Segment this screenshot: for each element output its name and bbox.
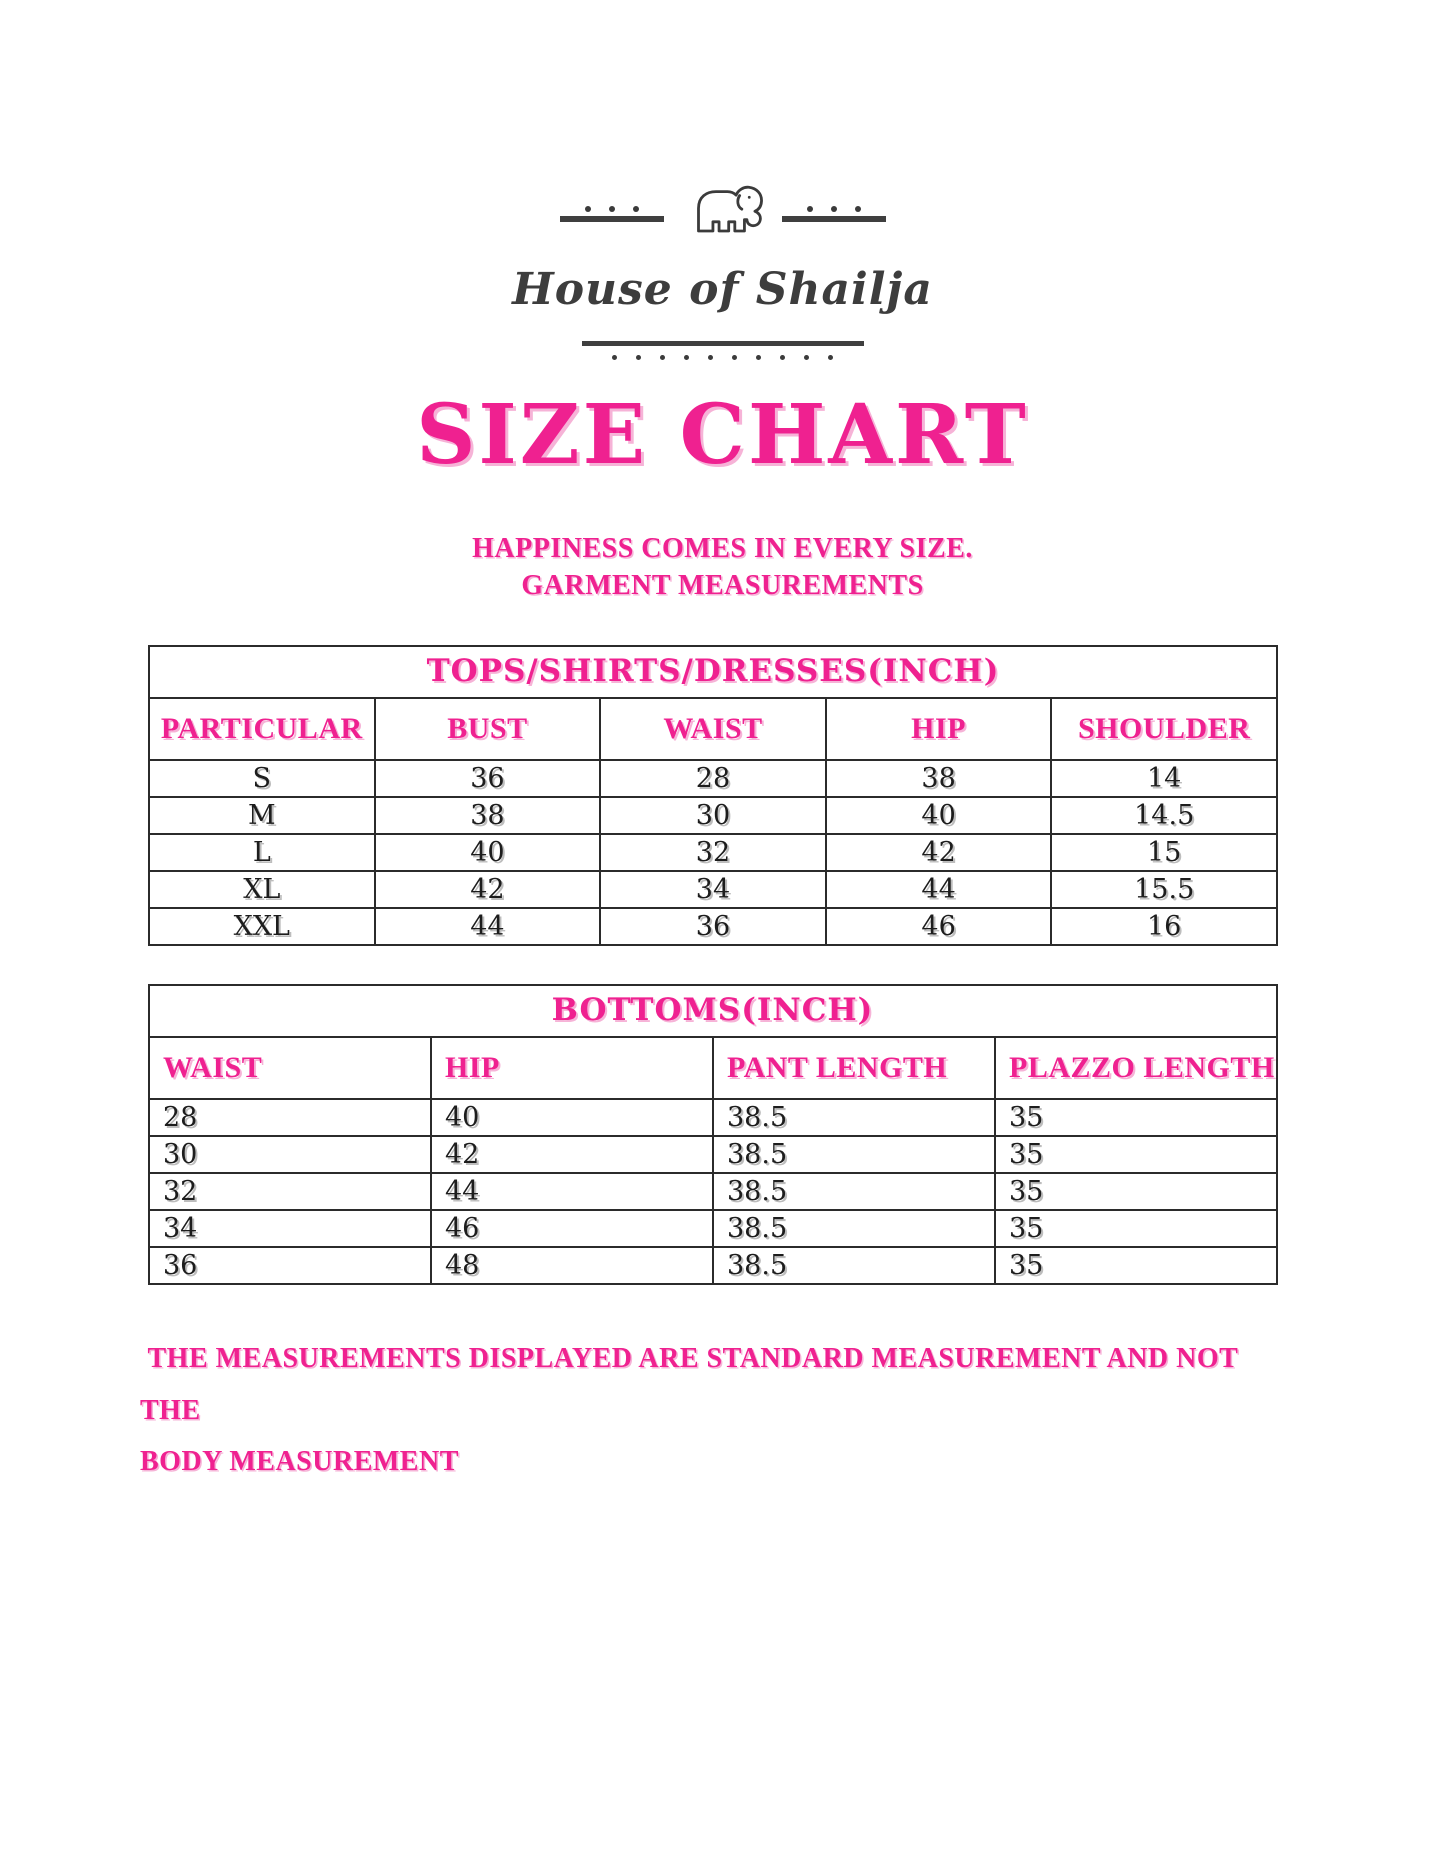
column-header-bust: BUST	[375, 698, 601, 760]
table-cell: 38.5	[713, 1210, 995, 1247]
disclaimer-line-1: THE MEASUREMENTS DISPLAYED ARE STANDARD MEASUREMENT AND NOT THE	[140, 1342, 1245, 1426]
right-dots-bar-decoration	[782, 206, 886, 238]
divider-bar	[582, 341, 864, 346]
table-cell: 38	[826, 760, 1052, 797]
table-cell: 38.5	[713, 1099, 995, 1136]
table-cell: 28	[149, 1099, 431, 1136]
table-cell: 16	[1051, 908, 1277, 945]
table-cell: S	[149, 760, 375, 797]
page-subtitles	[0, 531, 1445, 605]
table-cell: 34	[149, 1210, 431, 1247]
table-cell: 38	[375, 797, 601, 834]
column-header-plazzo-length: PLAZZO LENGTH	[995, 1037, 1277, 1099]
measurement-disclaimer	[140, 1333, 1305, 1488]
table-cell: 32	[149, 1173, 431, 1210]
table-cell: 38.5	[713, 1247, 995, 1284]
table-title: TOPS/SHIRTS/DRESSES(INCH)	[149, 646, 1277, 698]
table-cell: 48	[431, 1247, 713, 1284]
table-row	[149, 1136, 1277, 1173]
table-cell: 42	[431, 1136, 713, 1173]
dots-decoration	[0, 355, 1445, 360]
table-cell: 35	[995, 1247, 1277, 1284]
column-header-particular: PARTICULAR	[149, 698, 375, 760]
table-cell: 35	[995, 1173, 1277, 1210]
table-cell: XL	[149, 871, 375, 908]
table-cell: 40	[375, 834, 601, 871]
table-cell: 46	[826, 908, 1052, 945]
table-cell: 14.5	[1051, 797, 1277, 834]
table-cell: M	[149, 797, 375, 834]
table-cell: 28	[600, 760, 826, 797]
table-cell: XXL	[149, 908, 375, 945]
table-row	[149, 1099, 1277, 1136]
column-header-waist: WAIST	[149, 1037, 431, 1099]
dots-decoration	[807, 206, 861, 212]
bottoms-size-table	[148, 984, 1278, 1285]
brand-logo	[0, 0, 1445, 360]
table-row	[149, 834, 1277, 871]
divider-bar	[560, 216, 664, 222]
table-cell: 36	[375, 760, 601, 797]
table-cell: 44	[431, 1173, 713, 1210]
table-row	[149, 1173, 1277, 1210]
table-title: BOTTOMS(INCH)	[149, 985, 1277, 1037]
disclaimer-line-2: BODY MEASUREMENT	[140, 1446, 459, 1478]
table-row	[149, 760, 1277, 797]
table-cell: 46	[431, 1210, 713, 1247]
table-title-row	[149, 985, 1277, 1037]
table-cell: 36	[149, 1247, 431, 1284]
table-cell: 15	[1051, 834, 1277, 871]
table-cell: 34	[600, 871, 826, 908]
table-cell: 30	[149, 1136, 431, 1173]
logo-decoration-row	[0, 168, 1445, 238]
table-cell: 35	[995, 1210, 1277, 1247]
table-cell: 40	[431, 1099, 713, 1136]
left-dots-bar-decoration	[560, 206, 664, 238]
table-cell: 30	[600, 797, 826, 834]
column-header-shoulder: SHOULDER	[1051, 698, 1277, 760]
table-cell: L	[149, 834, 375, 871]
table-row	[149, 1210, 1277, 1247]
table-cell: 35	[995, 1099, 1277, 1136]
tops-size-table	[148, 645, 1278, 946]
table-cell: 15.5	[1051, 871, 1277, 908]
table-cell: 32	[600, 834, 826, 871]
table-cell: 38.5	[713, 1173, 995, 1210]
table-cell: 14	[1051, 760, 1277, 797]
brand-name: House of Shailja	[512, 264, 933, 315]
table-title-row	[149, 646, 1277, 698]
column-header-pant-length: PANT LENGTH	[713, 1037, 995, 1099]
subtitle-happiness: HAPPINESS COMES IN EVERY SIZE.	[472, 532, 973, 564]
divider-bar	[782, 216, 886, 222]
table-header-row	[149, 1037, 1277, 1099]
table-cell: 44	[826, 871, 1052, 908]
table-row	[149, 908, 1277, 945]
table-header-row	[149, 698, 1277, 760]
column-header-hip: HIP	[826, 698, 1052, 760]
table-cell: 35	[995, 1136, 1277, 1173]
table-cell: 44	[375, 908, 601, 945]
table-cell: 42	[826, 834, 1052, 871]
elephant-icon	[675, 168, 771, 238]
subtitle-garment-measurements: GARMENT MEASUREMENTS	[521, 569, 924, 601]
table-cell: 40	[826, 797, 1052, 834]
table-row	[149, 1247, 1277, 1284]
dots-decoration	[585, 206, 639, 212]
table-row	[149, 871, 1277, 908]
table-cell: 36	[600, 908, 826, 945]
table-row	[149, 797, 1277, 834]
table-cell: 42	[375, 871, 601, 908]
page-title: SIZE CHART	[416, 387, 1029, 483]
column-header-hip: HIP	[431, 1037, 713, 1099]
table-cell: 38.5	[713, 1136, 995, 1173]
column-header-waist: WAIST	[600, 698, 826, 760]
